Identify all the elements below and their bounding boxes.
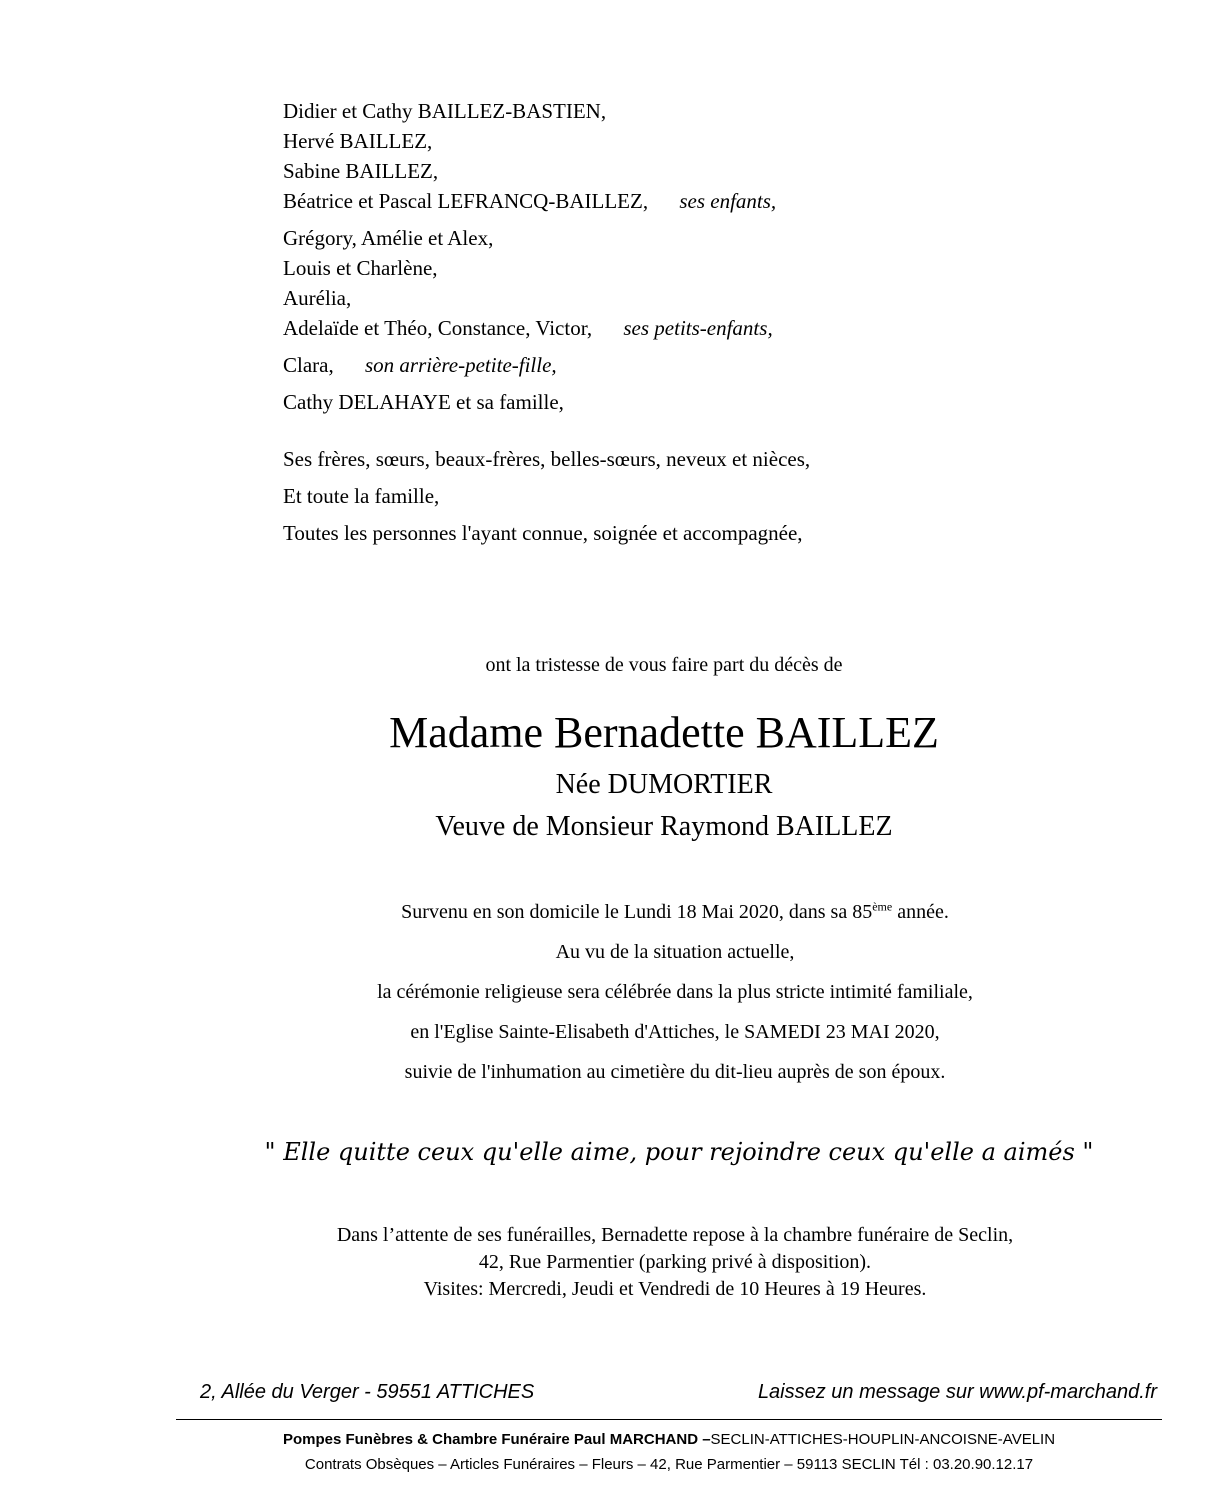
detail-line-4: suivie de l'inhumation au cimetière du dit-lieu auprès de son époux.	[404, 1061, 946, 1083]
deceased-widow-block	[0, 808, 1214, 846]
deceased-widow: Veuve de Monsieur Raymond BAILLEZ	[435, 811, 893, 842]
great-grandchild: Clara,	[283, 353, 334, 377]
death-prefix: Survenu en son domicile le Lundi 18 Mai 2020, dans sa 85	[401, 901, 873, 923]
footer-address: 2, Allée du Verger - 59551 ATTICHES	[200, 1381, 535, 1403]
detail-line-1: Au vu de la situation actuelle,	[555, 941, 795, 963]
grandchild-4-row	[283, 313, 810, 343]
other-family: Cathy DELAHAYE et sa famille,	[283, 390, 564, 414]
deceased-name: Madame Bernadette BAILLEZ	[389, 708, 939, 757]
grandchild-3: Aurélia,	[283, 286, 352, 310]
extended-family-1: Ses frères, sœurs, beaux-frères, belles-sœurs, neveux et nièces,	[283, 447, 811, 471]
wake-line-1: Dans l’attente de ses funérailles, Bernadette repose à la chambre funéraire de Seclin,	[336, 1224, 1014, 1246]
extended-family-2: Et toute la famille,	[283, 484, 440, 508]
family-list	[283, 96, 810, 552]
death-ordinal: ème	[872, 899, 893, 914]
company-line	[176, 1428, 1162, 1452]
detail-line-3: en l'Eglise Sainte-Elisabeth d'Attiches, le SAMEDI 23 MAI 2020,	[410, 1021, 940, 1043]
extended-family-3: Toutes les personnes l'ayant connue, soignée et accompagnée,	[283, 521, 803, 545]
family-child-4: Béatrice et Pascal LEFRANCQ-BAILLEZ,	[283, 189, 649, 213]
grandchild-4: Adelaïde et Théo, Constance, Victor,	[283, 316, 593, 340]
grandchild-1: Grégory, Amélie et Alex,	[283, 226, 494, 250]
footer-message-link[interactable]: Laissez un message sur www.pf-marchand.fr	[757, 1381, 1157, 1403]
memorial-quote: " Elle quitte ceux qu'elle aime, pour rejoindre ceux qu'elle a aimés "	[264, 1138, 1094, 1166]
family-child-4-row	[283, 186, 810, 216]
wake-info	[0, 1222, 1214, 1303]
footer-divider	[176, 1419, 1162, 1420]
funeral-details	[0, 892, 1214, 1092]
deceased-born: Née DUMORTIER	[555, 769, 773, 800]
memorial-quote-block	[0, 1134, 1214, 1170]
grandchild-2: Louis et Charlène,	[283, 256, 438, 280]
family-child-1: Didier et Cathy BAILLEZ-BASTIEN,	[283, 99, 607, 123]
death-suffix: année.	[892, 901, 949, 923]
deceased-born-block	[0, 766, 1214, 804]
grandchildren-relation: ses petits-enfants,	[623, 316, 773, 340]
deceased-name-block	[0, 705, 1214, 761]
family-child-3: Sabine BAILLEZ,	[283, 159, 439, 183]
announcement	[0, 651, 1214, 679]
wake-line-3: Visites: Mercredi, Jeudi et Vendredi de 10 Heures à 19 Heures.	[423, 1278, 927, 1300]
death-line	[68, 892, 1214, 932]
great-grandchild-relation: son arrière-petite-fille,	[364, 353, 557, 377]
company-towns: SECLIN-ATTICHES-HOUPLIN-ANCOISNE-AVELIN	[710, 1431, 1056, 1448]
family-child-2: Hervé BAILLEZ,	[283, 129, 433, 153]
great-grandchild-row	[283, 350, 810, 380]
detail-line-2: la cérémonie religieuse sera célébrée dans la plus stricte intimité familiale,	[377, 981, 973, 1003]
company-name: Pompes Funèbres & Chambre Funéraire Paul MARCHAND –	[282, 1431, 711, 1448]
children-relation: ses enfants,	[679, 189, 777, 213]
announcement-text: ont la tristesse de vous faire part du décès de	[485, 654, 843, 676]
company-services: Contrats Obsèques – Articles Funéraires – Fleurs – 42, Rue Parmentier – 59113 SECLIN Tél : 03.20.90.12.17	[304, 1456, 1034, 1473]
wake-line-2: 42, Rue Parmentier (parking privé à disposition).	[478, 1251, 872, 1273]
